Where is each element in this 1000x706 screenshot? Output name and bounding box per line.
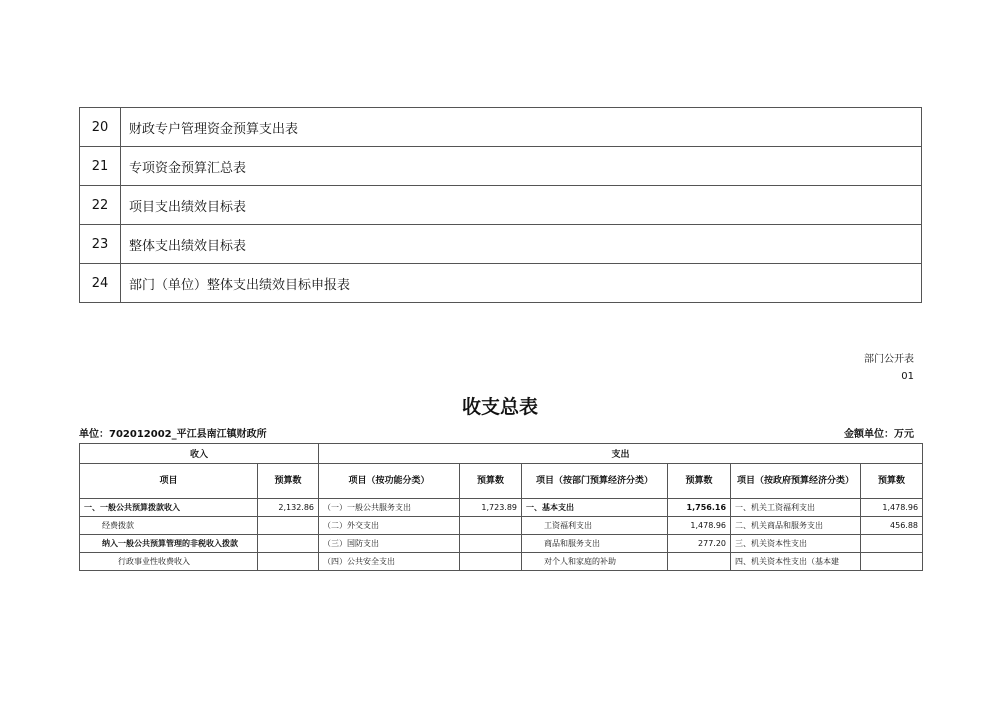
dept-econ-amount: 1,756.16 [668,499,731,517]
gov-econ-amount [861,553,923,571]
dept-econ-item: 对个人和家庭的补助 [522,553,668,571]
group-header-row [80,444,923,464]
gov-econ-item: 三、机关资本性支出 [731,535,861,553]
dept-public-label: 部门公开表 [864,354,914,365]
column-header: 预算数 [861,464,923,499]
page-title: 收支总表 [461,396,538,418]
income-amount: 2,132.86 [258,499,319,517]
dept-econ-item: 商品和服务支出 [522,535,668,553]
table-row [80,553,923,571]
form-number: 01 [901,371,914,382]
dept-econ-item: 工资福利支出 [522,517,668,535]
income-item: 行政事业性收费收入 [80,553,258,571]
expense-group-header: 支出 [319,444,923,464]
income-amount [258,517,319,535]
index-row [80,186,922,225]
function-amount [460,553,522,571]
column-header-row [80,464,923,499]
income-item: 一、一般公共预算拨款收入 [80,499,258,517]
column-header: 项目 [80,464,258,499]
income-amount [258,553,319,571]
function-item: （一）一般公共服务支出 [319,499,460,517]
index-number: 24 [80,264,121,303]
gov-econ-amount: 1,478.96 [861,499,923,517]
column-header: 预算数 [460,464,522,499]
dept-econ-item: 一、基本支出 [522,499,668,517]
function-amount: 1,723.89 [460,499,522,517]
column-header: 项目（按政府预算经济分类） [731,464,861,499]
function-amount [460,535,522,553]
column-header: 预算数 [258,464,319,499]
index-name: 部门（单位）整体支出绩效目标申报表 [121,264,922,303]
unit-name: 单位：702012002_平江县南江镇财政所 [79,429,267,440]
index-name: 项目支出绩效目标表 [121,186,922,225]
income-item: 纳入一般公共预算管理的非税收入拨款 [80,535,258,553]
income-expense-summary-table [79,443,923,571]
index-row [80,147,922,186]
gov-econ-amount [861,535,923,553]
dept-econ-amount: 1,478.96 [668,517,731,535]
gov-econ-item: 二、机关商品和服务支出 [731,517,861,535]
column-header: 预算数 [668,464,731,499]
dept-econ-amount [668,553,731,571]
index-number: 20 [80,108,121,147]
index-row [80,264,922,303]
table-row [80,517,923,535]
table-row [80,499,923,517]
index-name: 专项资金预算汇总表 [121,147,922,186]
gov-econ-item: 一、机关工资福利支出 [731,499,861,517]
gov-econ-item: 四、机关资本性支出（基本建 [731,553,861,571]
index-row [80,225,922,264]
column-header: 项目（按部门预算经济分类） [522,464,668,499]
income-amount [258,535,319,553]
index-row [80,108,922,147]
income-group-header: 收入 [80,444,319,464]
report-index-table [79,107,922,303]
column-header: 项目（按功能分类） [319,464,460,499]
dept-econ-amount: 277.20 [668,535,731,553]
function-item: （二）外交支出 [319,517,460,535]
income-item: 经费拨款 [80,517,258,535]
index-name: 整体支出绩效目标表 [121,225,922,264]
gov-econ-amount: 456.88 [861,517,923,535]
table-row [80,535,923,553]
function-item: （三）国防支出 [319,535,460,553]
index-number: 22 [80,186,121,225]
index-number: 21 [80,147,121,186]
function-amount [460,517,522,535]
index-name: 财政专户管理资金预算支出表 [121,108,922,147]
function-item: （四）公共安全支出 [319,553,460,571]
amount-unit: 金额单位：万元 [844,429,914,440]
index-number: 23 [80,225,121,264]
